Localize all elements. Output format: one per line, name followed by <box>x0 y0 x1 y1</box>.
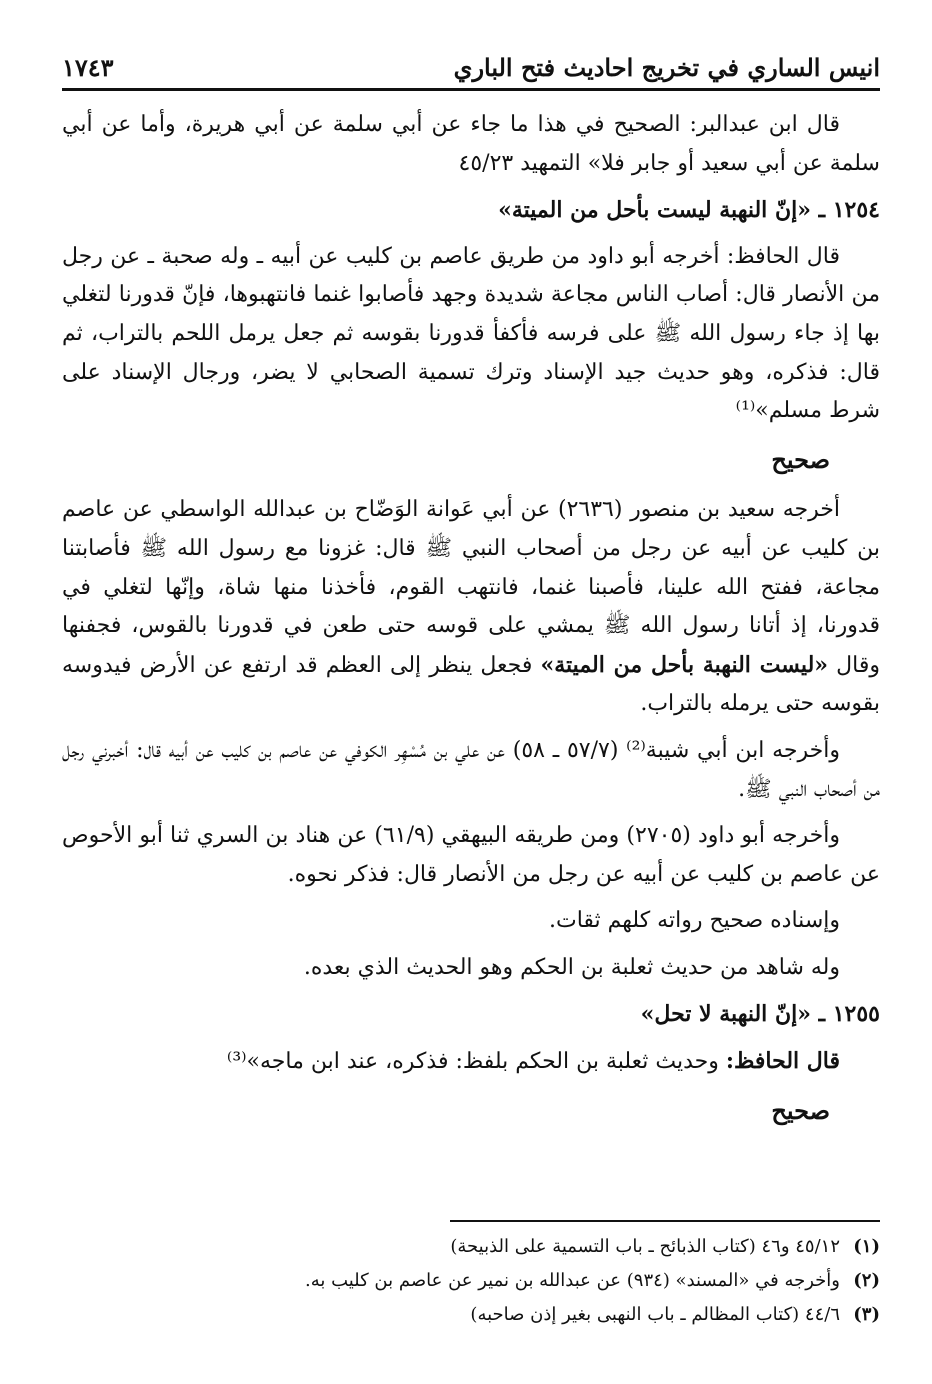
hafiz-label-2: قال الحافظ: <box>725 1048 840 1075</box>
said-text-a: أخرجه سعيد بن منصور (٢٦٣٦) عن أبي عَوانة الوَضّاح بن عبدالله الواسطي عن عاصم بن كليب عن أبيه عن رجل من أصحاب النبي ﷺ قال: غزونا مع رسول الله ﷺ فأصابتنا مجاعة، ففتح الله علينا، فأصبنا غنما، فانتهب القوم، فأخذنا منها شاة، وإنّها لتغلي في قدورنا، إذ أتانا رسول الله ﷺ يمشي على قوسه حتى طعن في قدورنا بالقوس، فجفنها وقال <box>62 497 880 678</box>
header-title: انيس الساري في تخريج احاديث فتح الباري <box>453 53 880 82</box>
footnotes <box>62 1230 880 1332</box>
paragraph-hafiz-1254 <box>62 238 880 431</box>
paragraph-hafiz-1255 <box>62 1042 880 1082</box>
hadith-heading-1254: ١٢٥٤ ـ «إنّ النهبة ليست بأحل من الميتة» <box>498 197 880 224</box>
footnote-number: (١) <box>853 1236 880 1257</box>
footnote-rule <box>450 1220 880 1222</box>
paragraph-ibn-abdulbarr: قال ابن عبدالبر: الصحيح في هذا ما جاء عن أبي سلمة عن أبي هريرة، وأما عن أبي سلمة عن أبي سعيد أو جابر فلا» التمهيد ٤٥/٢٣ <box>62 112 880 176</box>
footnote-2 <box>62 1264 880 1298</box>
page-number: ١٧٤٣ <box>62 53 114 82</box>
footnote-1 <box>62 1230 880 1264</box>
footnote-number: (٣) <box>853 1304 880 1325</box>
hafiz-label: قال الحافظ: <box>726 243 840 269</box>
verdict-sahih-2: صحيح <box>771 1095 830 1125</box>
header-rule <box>62 88 880 91</box>
footnote-text: ٤٤/٦ (كتاب المظالم ـ باب النهبى بغير إذن صاحبه) <box>470 1304 840 1325</box>
hafiz-quote: أخرجه أبو داود من طريق عاصم بن كليب عن أبيه ـ وله صحبة ـ عن رجل من الأنصار قال: أصاب الناس مجاعة شديدة وجهد فأصابوا غنما فانتهبوها، فإنّ قدورنا لتغلي بها إذ جاء رسول الله ﷺ على فرسه فأكفأ قدورنا بقوسه ثم جعل يرمل اللحم بالتراب، ثم قال: فذكره، وهو حديث جيد الإسناد وترك تسمية الصحابي لا يضر، ورجال الإسناد على شرط مسلم»⁽¹⁾ <box>62 243 880 424</box>
paragraph-shahid: وله شاهد من حديث ثعلبة بن الحكم وهو الحديث الذي بعده. <box>303 954 840 980</box>
said-bold-quote: «ليست النهبة بأحل من الميتة» <box>540 651 829 678</box>
hafiz-quote-2: وحديث ثعلبة بن الحكم بلفظ: فذكره، عند ابن ماجه»⁽³⁾ <box>226 1049 726 1075</box>
footnote-number: (٢) <box>853 1270 880 1291</box>
said-text-b: فجعل ينظر إلى العظم قد ارتفع عن الأرض فيدوسه بقوسه حتى يرمله بالتراب. <box>62 652 880 717</box>
page-body <box>62 106 880 1142</box>
hadith-heading-1255: ١٢٥٥ ـ «إنّ النهبة لا تحل» <box>640 1001 880 1028</box>
paragraph-ibn-abi-shayba: وأخرجه ابن أبي شيبة⁽²⁾ (٥٧/٧ ـ ٥٨) عن علي بن مُسْهِر الكوفي عن عاصم بن كليب عن أبيه قال: أخبرني رجل من أصحاب النبي ﷺ. <box>62 737 880 802</box>
paragraph-isnad: وإسناده صحيح رواته كلهم ثقات. <box>548 908 840 934</box>
verdict-sahih-1: صحيح <box>771 444 830 474</box>
paragraph-said-ibn-mansur <box>62 491 880 724</box>
book-page <box>62 30 880 1360</box>
paragraph-abu-dawud: وأخرجه أبو داود (٢٧٠٥) ومن طريقه البيهقي (٦١/٩) عن هناد بن السري ثنا أبو الأحوص عن عاصم بن كليب عن أبيه عن رجل من الأنصار قال: فذكر نحوه. <box>62 823 880 887</box>
footnote-text: وأخرجه في «المسند» (٩٣٤) عن عبدالله بن نمير عن عاصم بن كليب به. <box>304 1270 840 1291</box>
footnote-3 <box>62 1298 880 1332</box>
footnote-text: ٤٥/١٢ و٤٦ (كتاب الذبائح ـ باب التسمية على الذبيحة) <box>450 1236 840 1257</box>
running-header <box>62 40 880 82</box>
